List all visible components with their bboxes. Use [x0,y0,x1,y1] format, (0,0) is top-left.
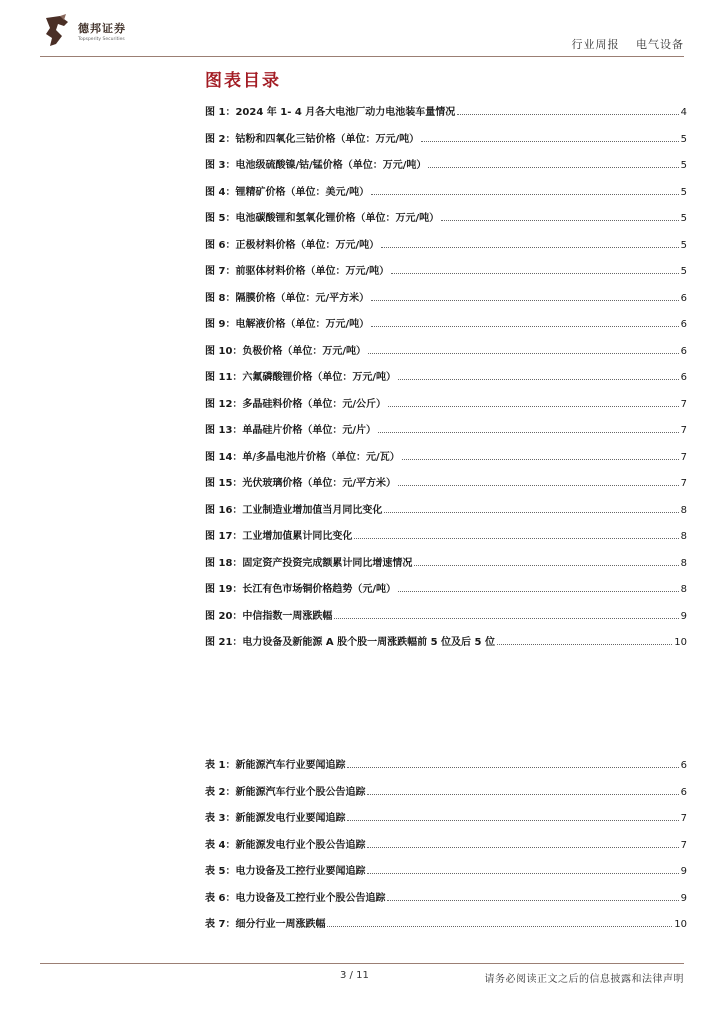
toc-page: 5 [680,240,687,251]
toc-leader [378,431,679,433]
toc-leader [388,405,679,407]
toc-label: 图 16：工业制造业增加值当月同比变化 [205,505,383,516]
toc-page: 10 [674,637,687,648]
toc-leader [381,246,679,248]
toc-page: 6 [680,293,687,304]
toc-page: 8 [680,584,687,595]
toc-item[interactable] [205,916,687,930]
toc-item[interactable] [205,475,687,489]
toc-page: 7 [680,478,687,489]
toc-label: 表 5：电力设备及工控行业要闻追踪 [205,866,366,877]
toc-page: 6 [680,787,687,798]
toc-item[interactable] [205,131,687,145]
toc-label: 表 7：细分行业一周涨跌幅 [205,919,326,930]
toc-page: 6 [680,346,687,357]
toc-leader [398,484,679,486]
toc-label: 图 19：长江有色市场铜价格趋势（元/吨） [205,584,397,595]
toc-leader [334,617,678,619]
toc-leader [371,193,679,195]
toc-label: 图 11：六氟磷酸锂价格（单位：万元/吨） [205,372,397,383]
toc-item[interactable] [205,581,687,595]
toc-leader [347,766,678,768]
toc-label: 图 1：2024 年 1- 4 月各大电池厂动力电池装车量情况 [205,107,456,118]
toc-leader [398,378,679,380]
toc-page: 9 [680,611,687,622]
header-tags [572,36,685,52]
toc-label: 图 2：钴粉和四氧化三钴价格（单位：万元/吨） [205,134,420,145]
toc-item[interactable] [205,863,687,877]
toc-leader [367,793,678,795]
toc-page: 5 [680,213,687,224]
toc-leader [387,899,678,901]
page-number: 3 / 11 [340,970,369,981]
toc-label: 图 14：单/多晶电池片价格（单位：元/瓦） [205,452,400,463]
toc-item[interactable] [205,890,687,904]
toc-label: 表 4：新能源发电行业个股公告追踪 [205,840,366,851]
toc-leader [327,925,672,927]
toc-item[interactable] [205,555,687,569]
toc-page: 5 [680,266,687,277]
toc-label: 图 9：电解液价格（单位：万元/吨） [205,319,370,330]
toc-item[interactable] [205,502,687,516]
toc-page: 8 [680,505,687,516]
section-title: 图表目录 [205,71,281,91]
toc-label: 图 10：负极价格（单位：万元/吨） [205,346,367,357]
toc-label: 图 13：单晶硅片价格（单位：元/片） [205,425,377,436]
toc-item[interactable] [205,396,687,410]
toc-label: 图 4：锂精矿价格（单位：美元/吨） [205,187,370,198]
toc-label: 图 8：隔膜价格（单位：元/平方米） [205,293,370,304]
toc-page: 7 [680,813,687,824]
toc-leader [414,564,678,566]
header-divider [40,56,684,57]
toc-leader [384,511,678,513]
report-type: 行业周报 [571,38,620,51]
toc-label: 表 3：新能源发电行业要闻追踪 [205,813,346,824]
toc-leader [391,272,679,274]
toc-item[interactable] [205,634,687,648]
toc-leader [354,537,678,539]
toc-item[interactable] [205,449,687,463]
toc-page: 4 [680,107,687,118]
toc-page: 5 [680,134,687,145]
toc-item[interactable] [205,157,687,171]
toc-leader [441,219,679,221]
toc-leader [368,352,679,354]
toc-page: 6 [680,760,687,771]
toc-page: 5 [680,187,687,198]
toc-item[interactable] [205,316,687,330]
toc-item[interactable] [205,343,687,357]
toc-item[interactable] [205,422,687,436]
toc-leader [371,299,679,301]
toc-item[interactable] [205,528,687,542]
toc-page: 10 [674,919,687,930]
logo-name: 德邦证券 [78,22,126,35]
toc-item[interactable] [205,184,687,198]
industry-name: 电气设备 [636,38,684,51]
toc-item[interactable] [205,810,687,824]
logo-icon [42,14,72,48]
toc-page: 7 [680,399,687,410]
toc-label: 图 7：前驱体材料价格（单位：万元/吨） [205,266,390,277]
toc-leader [398,590,679,592]
page-header [0,0,724,60]
toc-page: 5 [680,160,687,171]
toc-leader [457,113,678,115]
toc-page: 6 [680,372,687,383]
logo-subtitle: Topsperity Securities [78,37,125,42]
toc-page: 8 [680,558,687,569]
toc-item[interactable] [205,608,687,622]
toc-page: 7 [680,840,687,851]
toc-leader [347,819,678,821]
toc-leader [367,872,678,874]
toc-item[interactable] [205,237,687,251]
toc-leader [421,140,679,142]
toc-leader [371,325,679,327]
toc-leader [428,166,678,168]
toc-label: 表 6：电力设备及工控行业个股公告追踪 [205,893,386,904]
company-logo [42,14,126,48]
toc-item[interactable] [205,369,687,383]
toc-leader [367,846,678,848]
toc-label: 图 21：电力设备及新能源 A 股个股一周涨跌幅前 5 位及后 5 位 [205,637,495,648]
toc-label: 表 1：新能源汽车行业要闻追踪 [205,760,346,771]
toc-item[interactable] [205,104,687,118]
toc-page: 6 [680,319,687,330]
toc-page: 9 [680,893,687,904]
toc-item[interactable] [205,837,687,851]
toc-item[interactable] [205,784,687,798]
toc-page: 8 [680,531,687,542]
toc-item[interactable] [205,290,687,304]
toc-item[interactable] [205,757,687,771]
toc-label: 表 2：新能源汽车行业个股公告追踪 [205,787,366,798]
toc-page: 7 [680,452,687,463]
toc-item[interactable] [205,210,687,224]
footer-disclaimer: 请务必阅读正文之后的信息披露和法律声明 [484,974,684,985]
toc-leader [497,643,672,645]
toc-item[interactable] [205,263,687,277]
footer-divider [40,963,684,964]
toc-label: 图 3：电池级硫酸镍/钴/锰价格（单位：万元/吨） [205,160,427,171]
toc-label: 图 18：固定资产投资完成额累计同比增速情况 [205,558,413,569]
toc-label: 图 6：正极材料价格（单位：万元/吨） [205,240,380,251]
toc-label: 图 5：电池碳酸锂和氢氧化锂价格（单位：万元/吨） [205,213,440,224]
toc-leader [402,458,679,460]
toc-label: 图 17：工业增加值累计同比变化 [205,531,353,542]
toc-label: 图 15：光伏玻璃价格（单位：元/平方米） [205,478,397,489]
toc-page: 9 [680,866,687,877]
toc-page: 7 [680,425,687,436]
toc-label: 图 20：中信指数一周涨跌幅 [205,611,333,622]
toc-label: 图 12：多晶硅料价格（单位：元/公斤） [205,399,387,410]
